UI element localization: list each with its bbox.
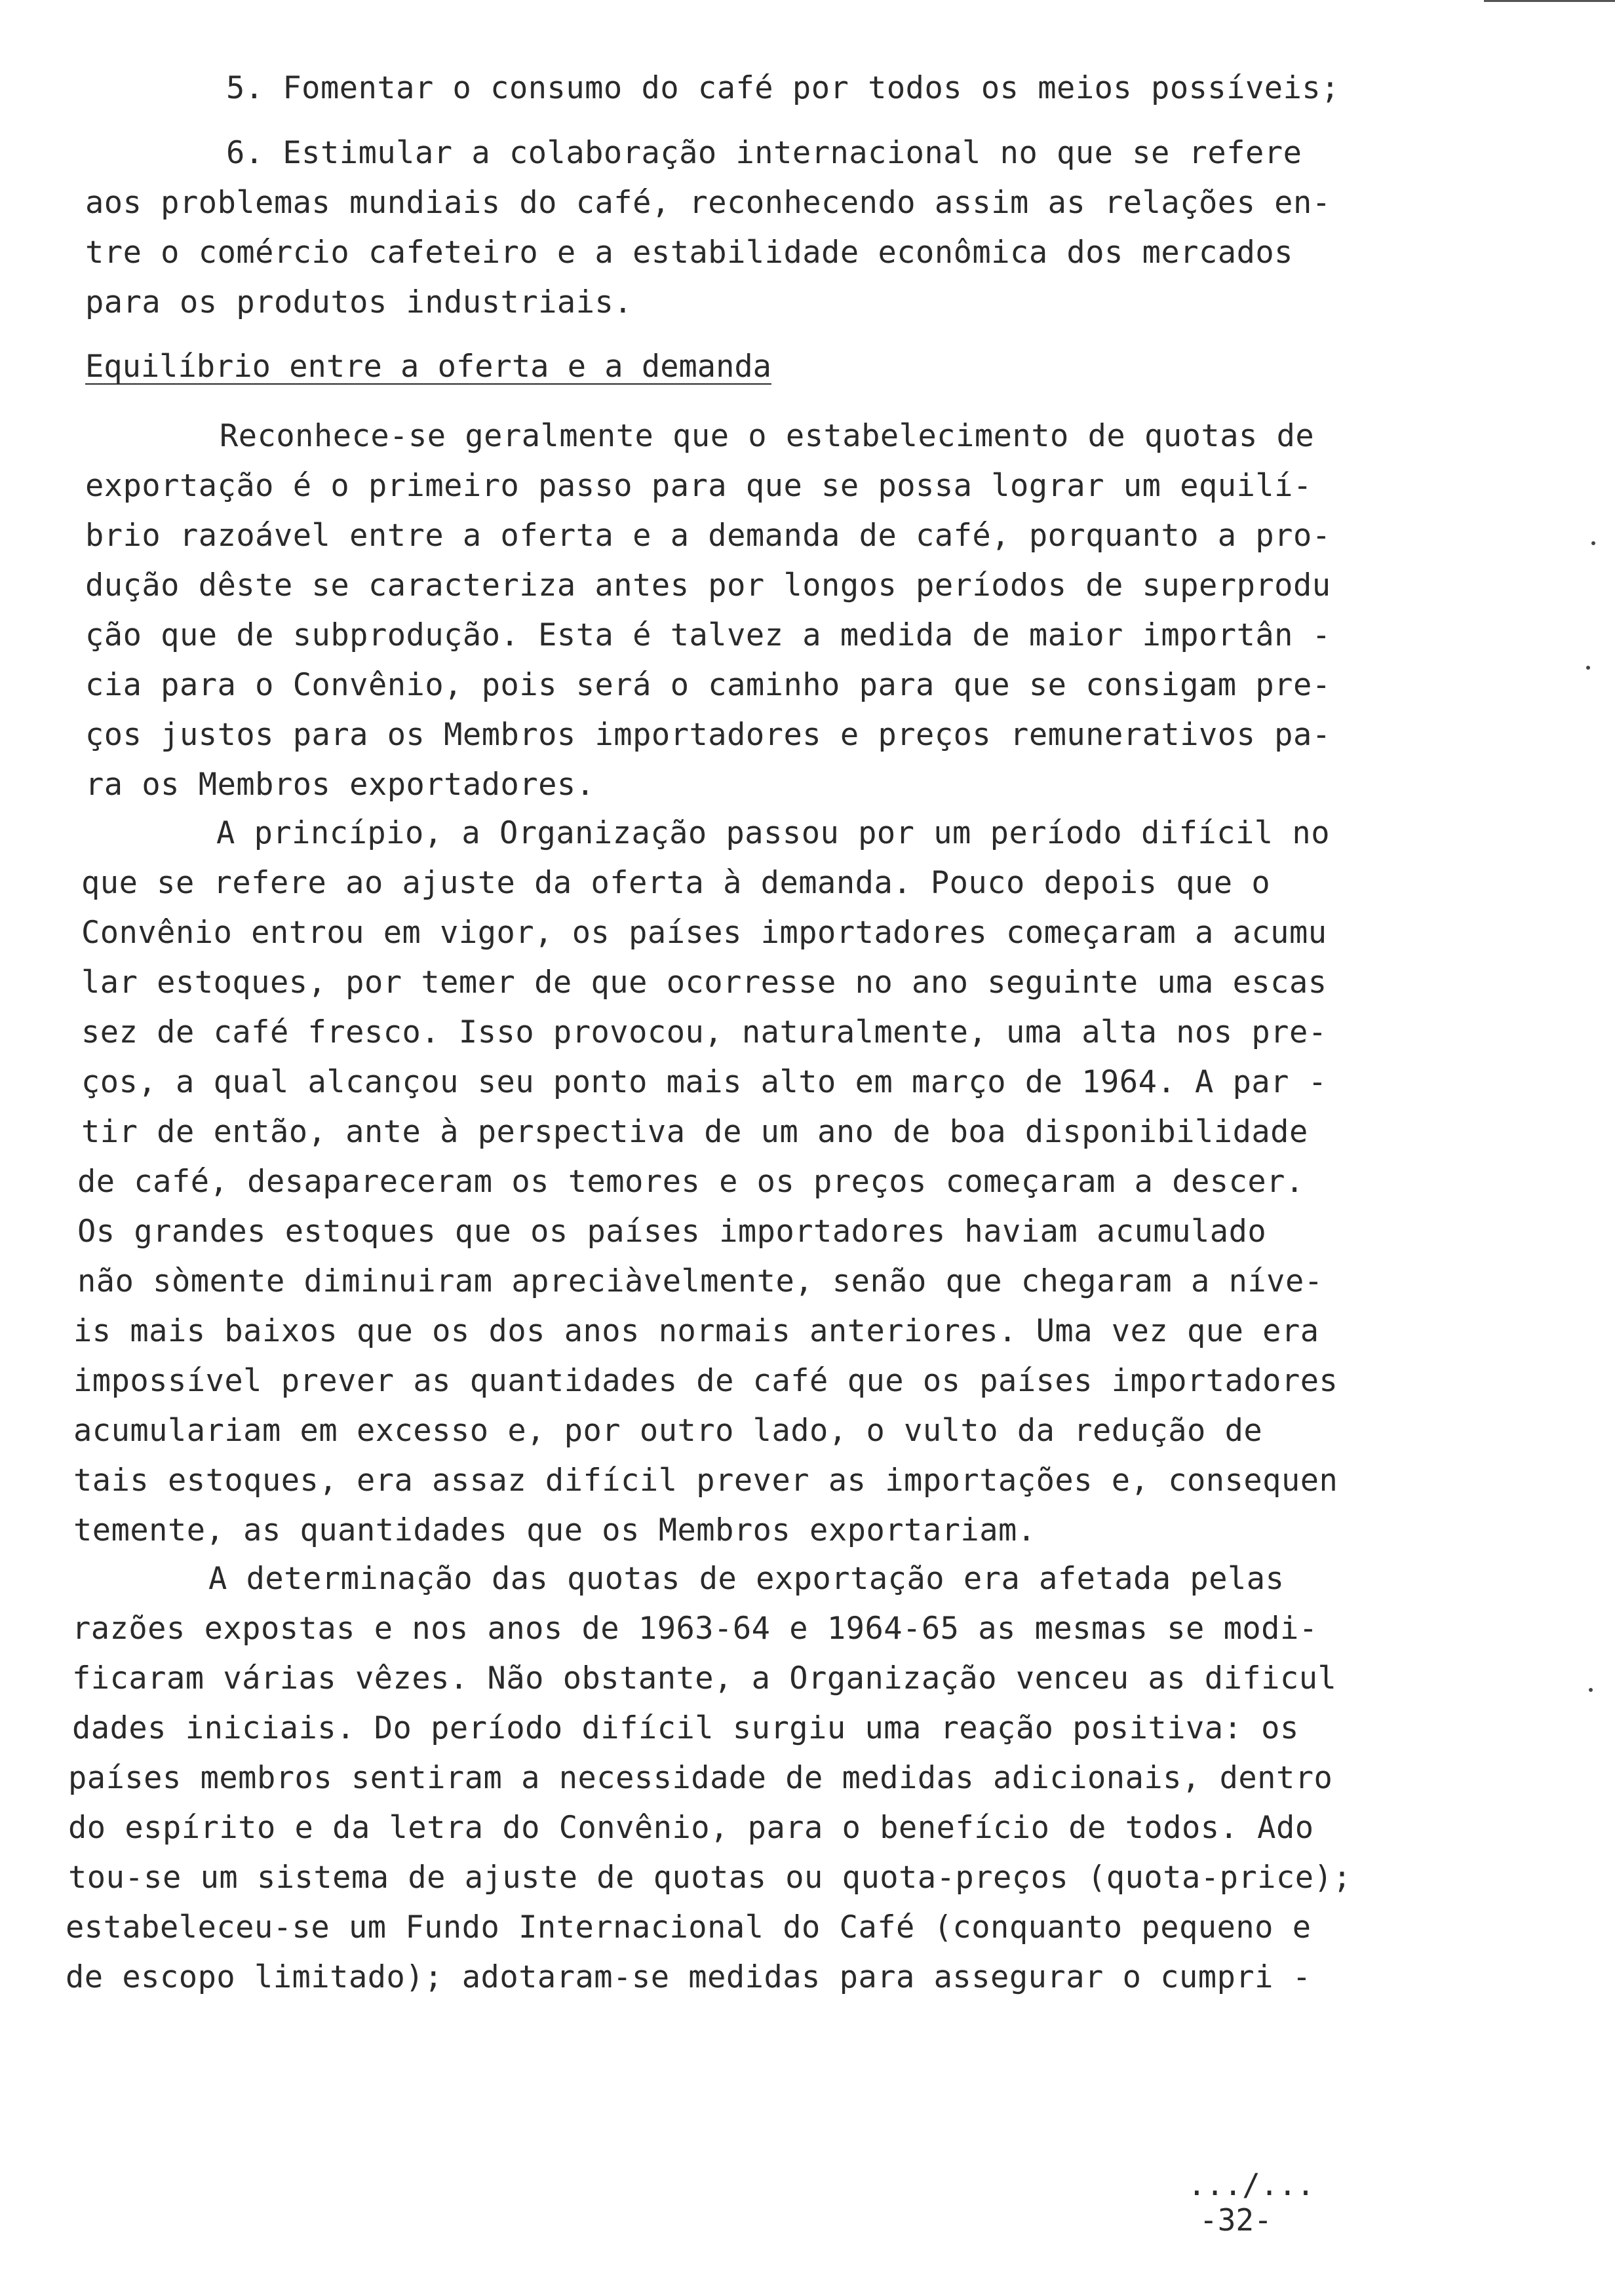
paragraph-line: ços justos para os Membros importadores e preços remunerativos pa- <box>85 717 1331 753</box>
text-line: tre o comércio cafeteiro e a estabilidade econômica dos mercados <box>85 235 1293 271</box>
paragraph-line: Os grandes estoques que os países importadores haviam acumulado <box>77 1214 1267 1250</box>
paragraph-line: sez de café fresco. Isso provocou, naturalmente, uma alta nos pre- <box>81 1014 1327 1050</box>
paragraph-line: que se refere ao ajuste da oferta à demanda. Pouco depois que o <box>81 865 1271 901</box>
paragraph-line: dução dêste se caracteriza antes por longos períodos de superprodu <box>85 567 1331 603</box>
paragraph-line: razões expostas e nos anos de 1963-64 e 1964-65 as mesmas se modi- <box>72 1611 1318 1647</box>
paragraph-line: A determinação das quotas de exportação era afetada pelas <box>208 1561 1285 1597</box>
paragraph-line: de escopo limitado); adotaram-se medidas para assegurar o cumpri - <box>66 1959 1312 1995</box>
paragraph-line: exportação é o primeiro passo para que se possa lograr um equilí- <box>85 468 1312 504</box>
paragraph-line: Reconhece-se geralmente que o estabelecimento de quotas de <box>220 418 1315 454</box>
paragraph-line: acumulariam em excesso e, por outro lado, o vulto da redução de <box>73 1413 1263 1449</box>
paragraph-line: tou-se um sistema de ajuste de quotas ou quota-preços (quota-price); <box>68 1860 1352 1896</box>
text-line: aos problemas mundiais do café, reconhecendo assim as relações en- <box>85 185 1331 221</box>
paragraph-line: do espírito e da letra do Convênio, para o benefício de todos. Ado <box>68 1810 1314 1846</box>
paragraph-line: A princípio, a Organização passou por um período difícil no <box>216 815 1330 851</box>
list-item-5: 5. Fomentar o consumo do café por todos os meios possíveis; <box>226 70 1340 106</box>
paragraph-line: Convênio entrou em vigor, os países importadores começaram a acumu <box>81 915 1327 951</box>
paragraph-line: lar estoques, por temer de que ocorresse no ano seguinte uma escas <box>81 965 1327 1001</box>
paragraph-line: ficaram várias vêzes. Não obstante, a Organização venceu as dificul <box>72 1660 1337 1696</box>
top-edge-rule <box>1484 0 1615 2</box>
section-heading: Equilíbrio entre a oferta e a demanda <box>85 349 771 385</box>
paragraph-line: impossível prever as quantidades de café que os países importadores <box>73 1363 1338 1399</box>
paragraph-line: países membros sentiram a necessidade de medidas adicionais, dentro <box>68 1760 1333 1796</box>
scan-speck <box>1589 1688 1593 1692</box>
paragraph-line: de café, desapareceram os temores e os preços começaram a descer. <box>77 1164 1304 1200</box>
scan-speck <box>1586 666 1590 670</box>
paragraph-line: temente, as quantidades que os Membros exportariam. <box>73 1512 1036 1548</box>
list-item-6: 6. Estimular a colaboração internacional no que se refere <box>226 135 1302 171</box>
paragraph-line: cia para o Convênio, pois será o caminho para que se consigam pre- <box>85 667 1331 703</box>
paragraph-line: ços, a qual alcançou seu ponto mais alto em março de 1964. A par - <box>81 1064 1327 1100</box>
text-line: para os produtos industriais. <box>85 284 633 320</box>
paragraph-line: brio razoável entre a oferta e a demanda de café, porquanto a pro- <box>85 518 1331 554</box>
paragraph-line: is mais baixos que os dos anos normais anteriores. Uma vez que era <box>73 1313 1319 1349</box>
paragraph-line: estabeleceu-se um Fundo Internacional do Café (conquanto pequeno e <box>66 1909 1312 1945</box>
paragraph-line: tais estoques, era assaz difícil prever as importações e, consequen <box>73 1463 1338 1499</box>
paragraph-line: não sòmente diminuiram apreciàvelmente, senão que chegaram a níve- <box>77 1263 1323 1299</box>
paragraph-line: ra os Membros exportadores. <box>85 767 595 803</box>
paragraph-line: tir de então, ante à perspectiva de um ano de boa disponibilidade <box>81 1114 1308 1150</box>
page-number: -32- <box>1199 2202 1272 2238</box>
continuation-mark: .../... <box>1188 2167 1315 2202</box>
paragraph-line: dades iniciais. Do período difícil surgiu uma reação positiva: os <box>72 1710 1299 1746</box>
scan-speck <box>1591 541 1595 545</box>
paragraph-line: ção que de subprodução. Esta é talvez a medida de maior importân - <box>85 617 1331 653</box>
